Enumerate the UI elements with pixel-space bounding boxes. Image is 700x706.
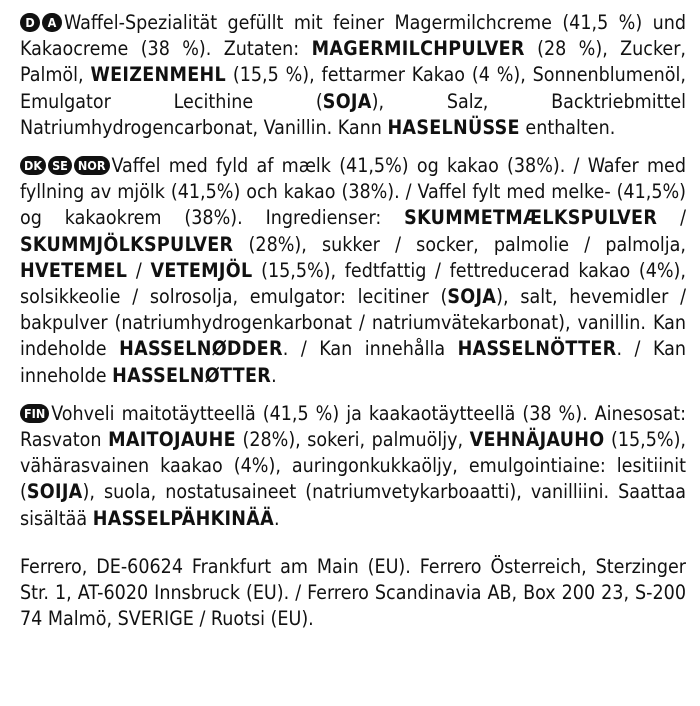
language-badge-fin: FIN bbox=[20, 404, 49, 423]
allergen-text: WEIZENMEHL bbox=[90, 63, 227, 87]
language-badge-dk: DK bbox=[20, 156, 46, 175]
language-badge-nor: NOR bbox=[74, 156, 110, 175]
ingredient-text: (15,5%), fedtfattig / fettreducerad kakao (4%), solsikkeolie / solrosolja, emulgator: lecitiner ( bbox=[20, 258, 686, 309]
ingredients-german bbox=[20, 10, 686, 141]
ingredient-text: ), suola, nostatusaineet (natriumvetykarboaatti), vanilliini. Saattaa sisältää bbox=[20, 480, 686, 530]
ingredient-text: Vohveli maitotäytteellä (41,5 %) ja kaakaotäytteellä (38 %). Ainesosat: Rasvaton bbox=[20, 401, 686, 452]
ingredient-text: ), Salz, Backtriebmittel Natriumhydrogencarbonat, Vanillin. Kann bbox=[20, 89, 686, 139]
allergen-text: HASELNÜSSE bbox=[387, 115, 520, 139]
allergen-text: HASSELPÄHKINÄÄ bbox=[92, 506, 275, 530]
allergen-text: HASSELNÖTTER bbox=[457, 337, 617, 361]
ingredient-text: (15,5 %), fettarmer Kakao (4 %), Sonnenblumenöl, Emulgator Lecithine ( bbox=[20, 63, 686, 113]
ingredient-text: enthalten. bbox=[519, 115, 616, 139]
ingredient-text: / bbox=[657, 206, 686, 230]
allergen-text: MAGERMILCHPULVER bbox=[311, 37, 525, 61]
ingredients-nordic bbox=[20, 153, 686, 389]
allergen-text: MAITOJAUHE bbox=[108, 428, 236, 452]
ingredient-text: (28 %), Zucker, Palmöl, bbox=[20, 37, 686, 87]
ingredient-text: (15,5%), vähärasvainen kaakao (4%), auringonkukkaöljy, emulgointiaine: lesitiinit ( bbox=[20, 428, 686, 504]
ingredient-text: . / Kan inneholde bbox=[20, 337, 686, 387]
ingredient-text: Vaffel med fyld af mælk (41,5%) og kakao (38%). / Wafer med fyllning av mjölk (41,5%) och kakao (38%). / Vaffel fylt med melke- (41,5%) og kakaokrem (38%). Ingredienser: bbox=[20, 154, 686, 230]
allergen-text: SOJA bbox=[447, 285, 497, 309]
allergen-text: SOIJA bbox=[26, 480, 83, 504]
allergen-text: VEHNÄJAUHO bbox=[469, 428, 605, 452]
manufacturer-address: Ferrero, DE-60624 Frankfurt am Main (EU). Ferrero Österreich, Sterzinger Str. 1, AT-6020 Innsbruck (EU). / Ferrero Scandinavia AB, Box 200 23, S-200 74 Malmö, SVERIGE / Ruotsi (EU). bbox=[20, 554, 686, 631]
ingredient-text: . bbox=[274, 506, 280, 530]
ingredient-text: / bbox=[127, 258, 151, 282]
language-badge-d: D bbox=[20, 13, 40, 32]
language-badge-a: A bbox=[42, 13, 62, 32]
allergen-text: VETEMJÖL bbox=[150, 258, 253, 282]
language-badge-se: SE bbox=[48, 156, 72, 175]
allergen-text: SKUMMJÖLKSPULVER bbox=[20, 232, 234, 256]
ingredient-text: . bbox=[271, 363, 277, 387]
allergen-text: SKUMMETMÆLKSPULVER bbox=[404, 206, 658, 230]
ingredients-finnish bbox=[20, 401, 686, 532]
allergen-text: HASSELNØDDER bbox=[119, 337, 283, 361]
ingredient-text: . / Kan innehålla bbox=[282, 337, 458, 361]
allergen-text: SOJA bbox=[322, 89, 372, 113]
ingredient-text: ), salt, hevemidler / bakpulver (natriumhydrogenkarbonat / natriumvätekarbonat), vanillin. Kan indeholde bbox=[20, 285, 686, 361]
allergen-text: HASSELNØTTER bbox=[112, 363, 272, 387]
ingredient-text: (28%), sokeri, palmuöljy, bbox=[235, 428, 470, 452]
ingredient-text: Waffel-Spezialität gefüllt mit feiner Magermilchcreme (41,5 %) und Kakaocreme (38 %). Zutaten: bbox=[20, 11, 686, 61]
ingredient-text: (28%), sukker / socker, palmolie / palmolja, bbox=[233, 232, 686, 256]
allergen-text: HVETEMEL bbox=[20, 258, 128, 282]
